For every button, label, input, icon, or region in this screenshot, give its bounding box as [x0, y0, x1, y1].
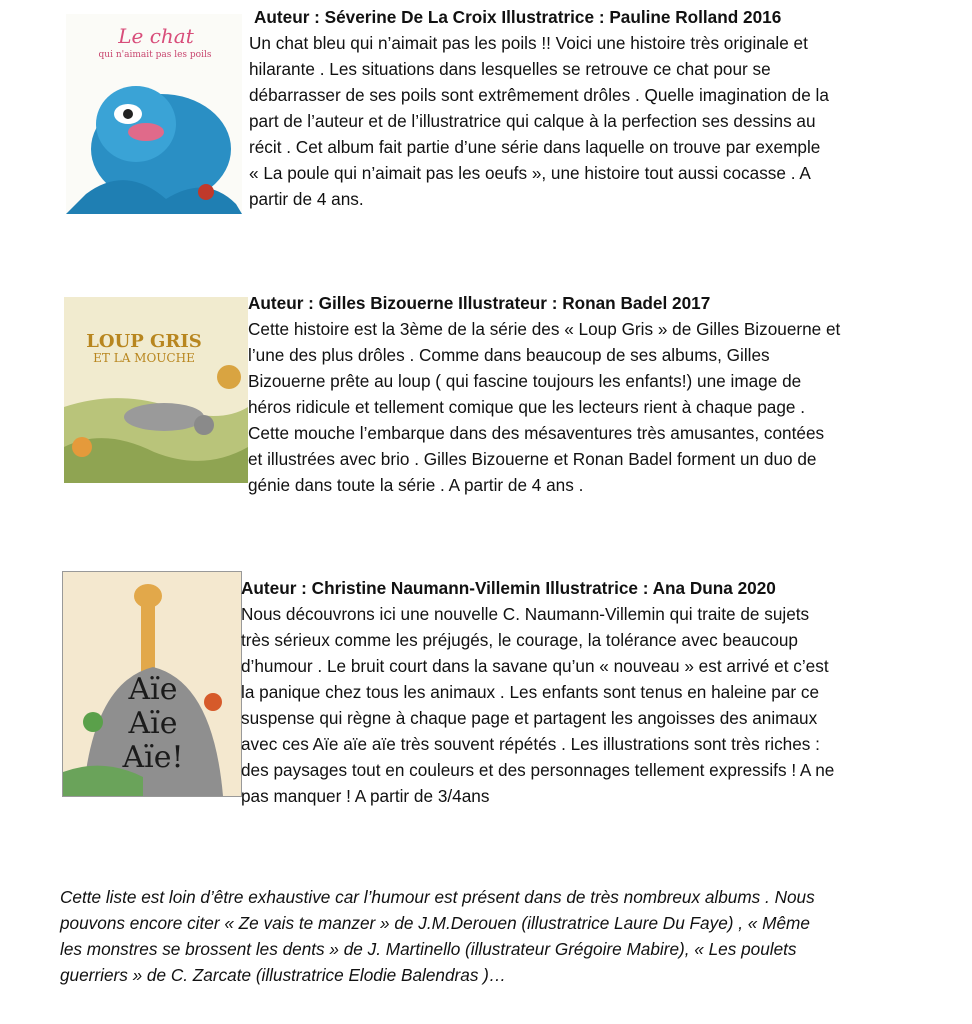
text-line: pas manquer ! A partir de 3/4ans — [241, 786, 490, 806]
cover-title-line2: ET LA MOUCHE — [93, 351, 195, 365]
text-line: très sérieux comme les préjugés, le courage, la tolérance avec beaucoup — [241, 630, 798, 650]
text-line: guerriers » de C. Zarcate (illustratrice Elodie Balendras )… — [60, 965, 507, 985]
cover-title-line2: qui n'aimait pas les poils — [98, 50, 212, 60]
text-line: Un chat bleu qui n’aimait pas les poils !! Voici une histoire très originale et — [249, 33, 808, 53]
text-line: partir de 4 ans. — [249, 189, 364, 209]
text-line: génie dans toute la série . A partir de 4 ans . — [248, 475, 584, 495]
book-cover-loup-gris — [64, 297, 248, 483]
cover-title-line3: Aïe! — [122, 740, 184, 775]
text-line: Cette histoire est la 3ème de la série des « Loup Gris » de Gilles Bizouerne et — [248, 319, 841, 339]
book-heading: Auteur : Christine Naumann-Villemin Illustratrice : Ana Duna 2020 — [241, 578, 776, 598]
text-line: suspense qui règne à chaque page et partagent les angoisses des animaux — [241, 708, 818, 728]
text-line: Nous découvrons ici une nouvelle C. Naumann-Villemin qui traite de sujets — [241, 604, 810, 624]
text-line: Cette mouche l’embarque dans des mésaventures très amusantes, contées — [248, 423, 825, 443]
text-line: hilarante . Les situations dans lesquelles se retrouve ce chat pour se — [249, 59, 771, 79]
text-line: pouvons encore citer « Ze vais te manzer » de J.M.Derouen (illustratrice Laure Du Faye) , « Même — [60, 913, 810, 933]
closing-paragraph — [60, 884, 940, 988]
wolf-illustration — [64, 297, 248, 483]
text-line: récit . Cet album fait partie d’une série dans laquelle on trouve par exemple — [249, 137, 821, 157]
book-heading: Auteur : Séverine De La Croix Illustratrice : Pauline Rolland 2016 — [254, 7, 782, 27]
text-line: « La poule qui n’aimait pas les oeufs », une histoire tout aussi cocasse . A — [249, 163, 811, 183]
text-line: et illustrées avec brio . Gilles Bizouerne et Ronan Badel forment un duo de — [248, 449, 817, 469]
book-cover-le-chat — [66, 14, 242, 214]
text-line: héros ridicule et tellement comique que les lecteurs rient à chaque page . — [248, 397, 806, 417]
text-line: la panique chez tous les animaux . Les enfants sont tenus en haleine par ce — [241, 682, 820, 702]
cover-title-line1: Le chat — [118, 24, 194, 48]
text-line: part de l’auteur et de l’illustratrice qui calque à la perfection ses dessins au — [249, 111, 816, 131]
text-line: Cette liste est loin d’être exhaustive car l’humour est présent dans de très nombreux albums . Nous — [60, 887, 815, 907]
book-cover-aie-aie-aie — [62, 571, 242, 797]
cover-title-line1: LOUP GRIS — [86, 331, 202, 352]
text-line: l’une des plus drôles . Comme dans beaucoup de ses albums, Gilles — [248, 345, 770, 365]
text-line: d’humour . Le bruit court dans la savane qu’un « nouveau » est arrivé et c’est — [241, 656, 829, 676]
text-line: avec ces Aïe aïe aïe très souvent répétés . Les illustrations sont très riches : — [241, 734, 820, 754]
text-line: les monstres se brossent les dents » de J. Martinello (illustrateur Grégoire Mabire), « Les poulets — [60, 939, 797, 959]
book-entry-1 — [249, 4, 829, 212]
text-line: débarrasser de ses poils sont extrêmement drôles . Quelle imagination de la — [249, 85, 829, 105]
book-entry-2 — [248, 290, 840, 498]
book-entry-3 — [241, 575, 834, 809]
book-heading: Auteur : Gilles Bizouerne Illustrateur : Ronan Badel 2017 — [248, 293, 711, 313]
text-line: des paysages tout en couleurs et des personnages tellement expressifs ! A ne — [241, 760, 835, 780]
text-line: Bizouerne prête au loup ( qui fascine toujours les enfants!) une image de — [248, 371, 802, 391]
cover-title-line1: Aïe — [128, 672, 178, 707]
cover-title-line2: Aïe — [128, 706, 178, 741]
